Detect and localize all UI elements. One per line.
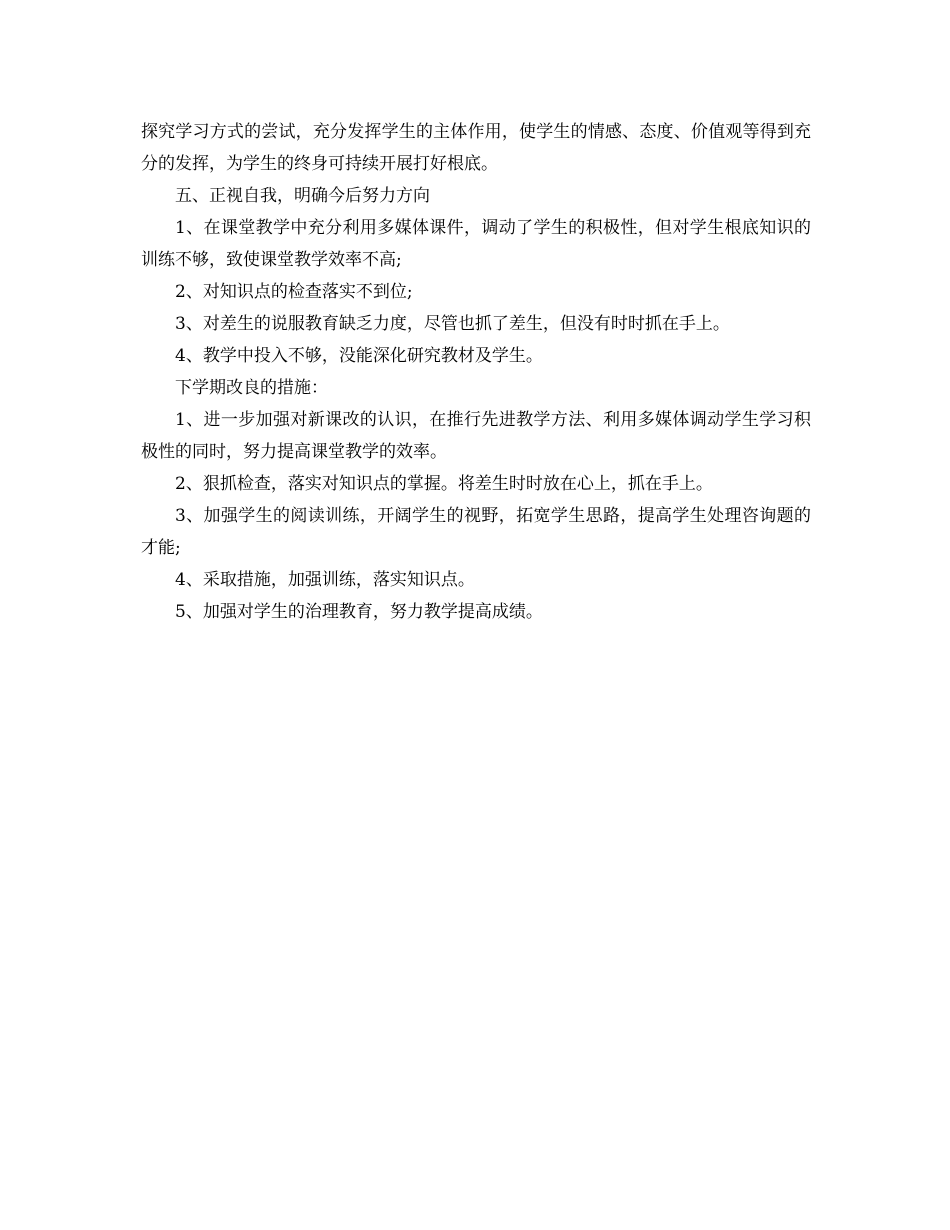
list-item: 1、在课堂教学中充分利用多媒体课件，调动了学生的积极性，但对学生根底知识的训练不够，致使课堂教学效率不高; [141, 218, 811, 270]
document-body [141, 116, 811, 628]
section-heading: 五、正视自我，明确今后努力方向 [175, 186, 430, 206]
list-item: 2、狠抓检查，落实对知识点的掌握。将差生时时放在心上，抓在手上。 [175, 474, 713, 494]
list-item: 1、进一步加强对新课改的认识，在推行先进教学方法、利用多媒体调动学生学习积极性的同时，努力提高课堂教学的效率。 [141, 410, 811, 462]
list-item: 5、加强对学生的治理教育，努力教学提高成绩。 [175, 602, 543, 622]
subsection-heading: 下学期改良的措施： [175, 378, 328, 398]
list-item: 3、对差生的说服教育缺乏力度，尽管也抓了差生，但没有时时抓在手上。 [175, 314, 730, 334]
list-item: 4、采取措施，加强训练，落实知识点。 [175, 570, 475, 590]
paragraph-continuation: 探究学习方式的尝试，充分发挥学生的主体作用，使学生的情感、态度、价值观等得到充分的发挥，为学生的终身可持续开展打好根底。 [141, 122, 811, 174]
list-item: 2、对知识点的检查落实不到位; [175, 282, 413, 302]
list-item: 4、教学中投入不够，没能深化研究教材及学生。 [175, 346, 543, 366]
list-item: 3、加强学生的阅读训练，开阔学生的视野，拓宽学生思路，提高学生处理咨询题的才能; [141, 506, 811, 558]
